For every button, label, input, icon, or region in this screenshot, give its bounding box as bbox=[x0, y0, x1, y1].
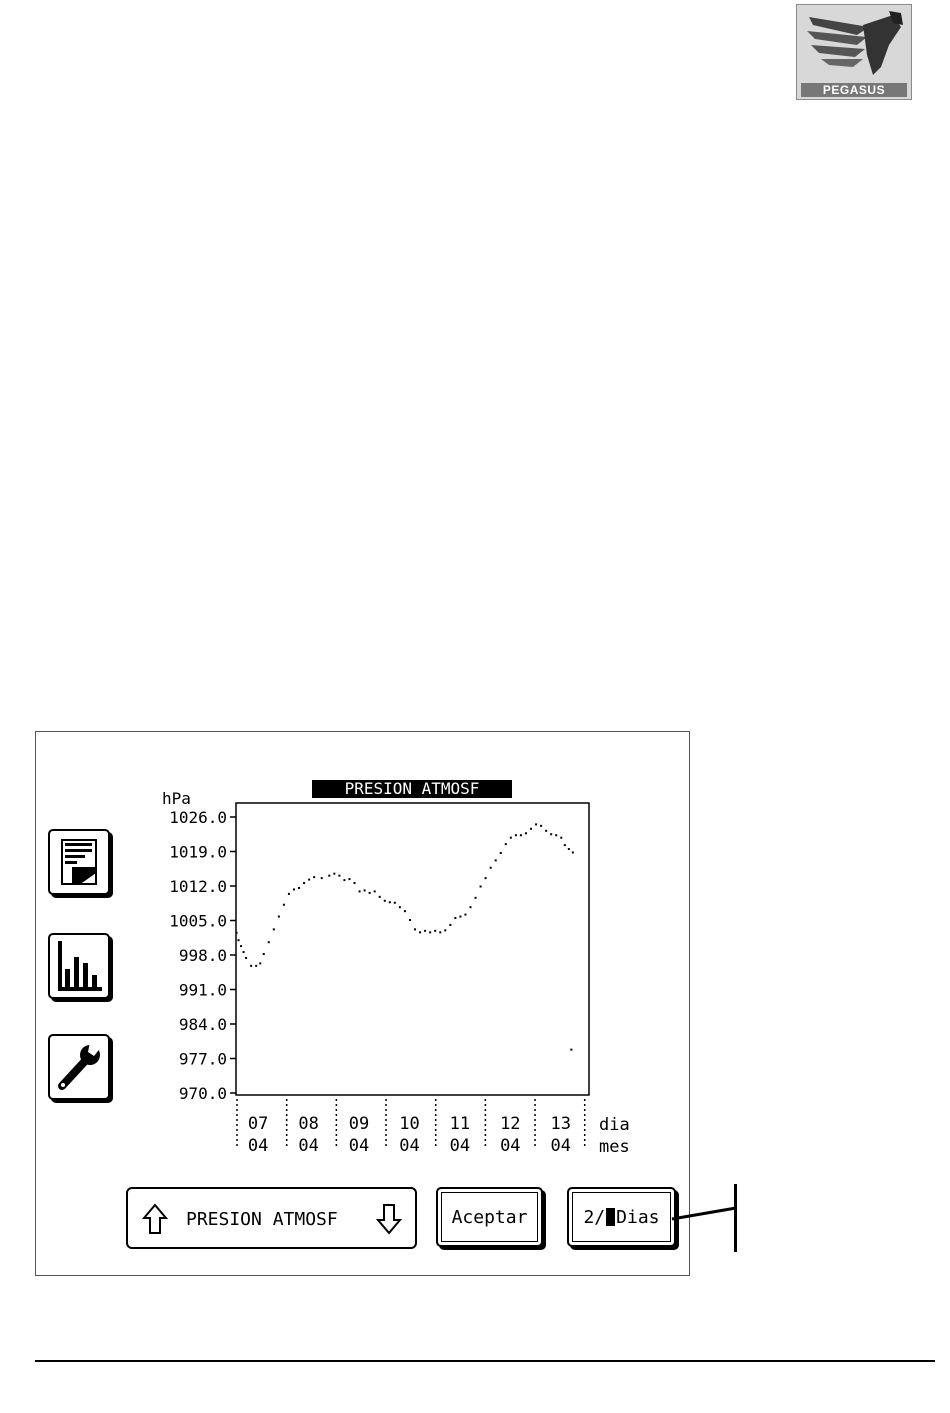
pressure-point bbox=[255, 965, 257, 967]
y-tick-label: 991.0 bbox=[178, 980, 227, 1000]
pressure-point bbox=[540, 825, 542, 827]
pressure-point bbox=[359, 890, 361, 892]
callout-bar bbox=[734, 1184, 737, 1252]
y-tick-label: 977.0 bbox=[178, 1049, 227, 1069]
pressure-point bbox=[288, 893, 290, 895]
text-cursor bbox=[606, 1208, 615, 1226]
pressure-chart bbox=[36, 732, 689, 1152]
pressure-point bbox=[259, 962, 261, 964]
x-day-tick-label: 11 bbox=[449, 1114, 471, 1134]
pressure-point bbox=[454, 917, 456, 919]
y-tick-label: 1026.0 bbox=[169, 808, 227, 827]
pressure-point bbox=[439, 931, 441, 933]
pressure-point bbox=[236, 932, 238, 934]
pressure-point bbox=[475, 897, 477, 899]
outlier-point bbox=[570, 1049, 572, 1051]
pressure-point bbox=[459, 916, 461, 918]
pressure-point bbox=[560, 837, 562, 839]
days-range-prefix: 2/ bbox=[583, 1206, 606, 1228]
pressure-point bbox=[485, 877, 487, 879]
pressure-point bbox=[273, 928, 275, 930]
x-axis-day-label: dia bbox=[599, 1115, 630, 1135]
pressure-point bbox=[374, 890, 376, 892]
variable-selector[interactable] bbox=[126, 1187, 417, 1249]
pressure-point bbox=[298, 887, 300, 889]
arrow-up-icon[interactable] bbox=[142, 1203, 168, 1235]
pressure-point bbox=[328, 875, 330, 877]
pressure-point bbox=[530, 828, 532, 830]
x-month-tick-label: 04 bbox=[449, 1136, 471, 1152]
x-month-tick-label: 04 bbox=[550, 1136, 571, 1152]
pressure-point bbox=[303, 882, 305, 884]
pressure-point bbox=[545, 830, 547, 832]
pressure-point bbox=[369, 892, 371, 894]
pressure-point bbox=[490, 867, 492, 869]
pressure-point bbox=[245, 957, 247, 959]
arrow-down-icon[interactable] bbox=[376, 1203, 402, 1235]
pressure-point bbox=[555, 834, 557, 836]
pressure-point bbox=[572, 851, 574, 853]
pressure-point bbox=[338, 875, 340, 877]
days-range-button[interactable] bbox=[567, 1187, 676, 1247]
pressure-point bbox=[313, 876, 315, 878]
footer-rule bbox=[35, 1360, 935, 1362]
pressure-point bbox=[348, 878, 350, 880]
pressure-point bbox=[550, 833, 552, 835]
y-tick-label: 1005.0 bbox=[169, 911, 227, 931]
accept-button-label: Aceptar bbox=[451, 1206, 528, 1228]
pressure-point bbox=[333, 873, 335, 875]
pressure-point bbox=[495, 859, 497, 861]
pressure-point bbox=[243, 951, 245, 953]
x-day-tick-label: 07 bbox=[247, 1114, 269, 1134]
pressure-point bbox=[343, 879, 345, 881]
pressure-point bbox=[464, 914, 466, 916]
x-month-tick-label: 04 bbox=[500, 1136, 521, 1152]
pressure-point bbox=[250, 965, 252, 967]
x-day-tick-label: 13 bbox=[550, 1114, 571, 1134]
pressure-point bbox=[449, 924, 451, 926]
pressure-point bbox=[278, 916, 280, 918]
pegasus-emblem-icon bbox=[797, 5, 911, 83]
y-tick-label: 998.0 bbox=[178, 946, 227, 965]
pressure-point bbox=[321, 877, 323, 879]
logo-text: PEGASUS bbox=[801, 83, 907, 97]
pressure-point bbox=[469, 906, 471, 908]
variable-selector-label: PRESION ATMOSF bbox=[186, 1209, 338, 1230]
y-tick-label: 970.0 bbox=[178, 1084, 227, 1103]
x-month-tick-label: 04 bbox=[298, 1136, 319, 1152]
y-tick-label: 1019.0 bbox=[169, 842, 227, 862]
pressure-point bbox=[414, 928, 416, 930]
y-axis-unit-label: hPa bbox=[162, 789, 191, 808]
pressure-point bbox=[505, 843, 507, 845]
pressure-point bbox=[535, 823, 537, 825]
pressure-point bbox=[240, 945, 242, 947]
x-month-tick-label: 04 bbox=[348, 1136, 370, 1152]
pressure-point bbox=[444, 929, 446, 931]
pressure-point bbox=[424, 930, 426, 932]
days-range-suffix: Dias bbox=[616, 1206, 660, 1228]
y-tick-label: 984.0 bbox=[178, 1015, 227, 1034]
chart-title: PRESION ATMOSF bbox=[344, 779, 480, 798]
pressure-point bbox=[293, 888, 295, 890]
pressure-point bbox=[268, 941, 270, 943]
pressure-point bbox=[238, 939, 240, 941]
pressure-point bbox=[500, 852, 502, 854]
pressure-point bbox=[379, 896, 381, 898]
x-day-tick-label: 09 bbox=[348, 1114, 370, 1134]
pressure-point bbox=[384, 900, 386, 902]
pressure-point bbox=[394, 902, 396, 904]
pressure-point bbox=[510, 837, 512, 839]
pressure-point bbox=[525, 832, 527, 834]
pressure-point bbox=[364, 889, 366, 891]
pressure-point bbox=[515, 834, 517, 836]
pressure-point bbox=[429, 931, 431, 933]
pressure-point bbox=[434, 930, 436, 932]
accept-button[interactable] bbox=[436, 1187, 543, 1247]
pressure-point bbox=[568, 848, 570, 850]
x-axis-month-label: mes bbox=[599, 1137, 630, 1152]
x-month-tick-label: 04 bbox=[399, 1136, 420, 1152]
y-tick-label: 1012.0 bbox=[169, 877, 227, 896]
x-day-tick-label: 10 bbox=[399, 1114, 420, 1134]
plot-frame bbox=[236, 803, 589, 1095]
pressure-point bbox=[564, 844, 566, 846]
x-day-tick-label: 12 bbox=[500, 1114, 521, 1134]
pressure-point bbox=[404, 910, 406, 912]
x-month-tick-label: 04 bbox=[247, 1136, 269, 1152]
device-screen bbox=[35, 731, 690, 1276]
pressure-point bbox=[283, 904, 285, 906]
pressure-point bbox=[480, 885, 482, 887]
pressure-point bbox=[399, 906, 401, 908]
pressure-point bbox=[308, 879, 310, 881]
pressure-point bbox=[389, 901, 391, 903]
pegasus-logo bbox=[796, 4, 912, 100]
pressure-point bbox=[354, 882, 356, 884]
pressure-point bbox=[263, 953, 265, 955]
pressure-point bbox=[419, 931, 421, 933]
x-day-tick-label: 08 bbox=[298, 1114, 319, 1134]
pressure-point bbox=[409, 919, 411, 921]
pressure-point bbox=[520, 834, 522, 836]
